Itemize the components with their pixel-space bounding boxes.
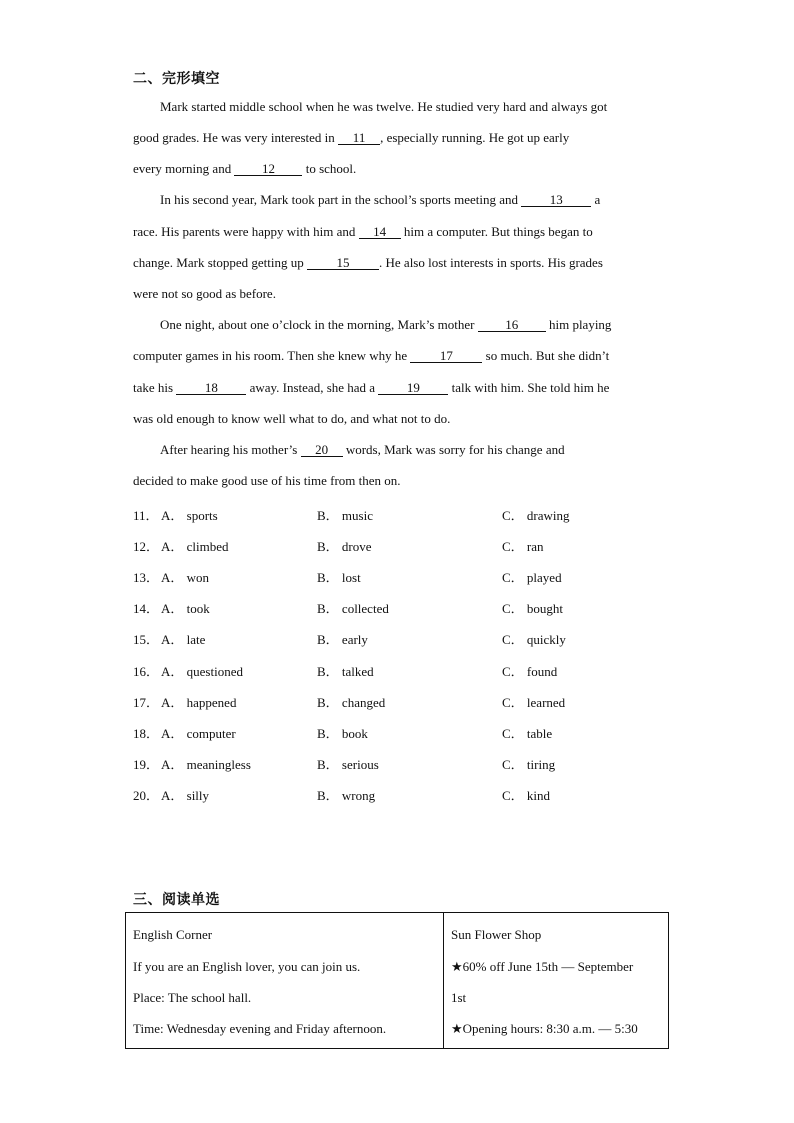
passage-line: Mark started middle school when he was twelve. He studied very hard and always got (160, 99, 608, 114)
question-18-options (133, 723, 693, 741)
passage-text: away. Instead, she had a (246, 380, 379, 395)
passage-line (160, 192, 600, 208)
option-c[interactable]: C． played (502, 570, 562, 585)
option-a[interactable]: A． meaningless (161, 757, 251, 772)
passage-text: , especially running. He got up early (380, 130, 570, 145)
option-b[interactable]: B． lost (317, 570, 361, 585)
option-a[interactable]: A． took (161, 601, 210, 616)
notice-title: English Corner (133, 927, 213, 942)
blank-14: 14 (359, 226, 401, 239)
option-c[interactable]: C． tiring (502, 757, 556, 772)
passage-text: good grades. He was very interested in (133, 130, 339, 145)
question-12-options (133, 536, 693, 554)
option-a[interactable]: A． questioned (161, 664, 243, 679)
passage-text: talk with him. She told him he (448, 380, 610, 395)
option-a[interactable]: A． climbed (161, 539, 229, 554)
notice-line: If you are an English lover, you can join us. (133, 959, 361, 974)
option-a[interactable]: A． late (161, 632, 206, 647)
passage-text: . He also lost interests in sports. His grades (379, 255, 603, 270)
question-14-options (133, 598, 693, 616)
blank-19: 19 (378, 382, 448, 395)
question-number: 11． (133, 508, 159, 523)
question-number: 19． (133, 757, 160, 772)
passage-line (160, 317, 611, 333)
option-a[interactable]: A． silly (161, 788, 210, 803)
question-number: 17． (133, 695, 160, 710)
question-19-options (133, 754, 693, 772)
english-corner-cell (126, 913, 444, 1049)
notice-place: Place: The school hall. (133, 990, 252, 1005)
question-number: 20． (133, 788, 160, 803)
passage-line (133, 224, 593, 240)
option-a[interactable]: A． computer (161, 726, 236, 741)
option-c[interactable]: C． kind (502, 788, 551, 803)
option-b[interactable]: B． book (317, 726, 368, 741)
option-c[interactable]: C． table (502, 726, 553, 741)
question-13-options (133, 567, 693, 585)
blank-11: 11 (338, 132, 380, 145)
option-b[interactable]: B． talked (317, 664, 374, 679)
passage-text: One night, about one o’clock in the morning, Mark’s mother (160, 317, 478, 332)
passage-line (133, 130, 569, 146)
option-b[interactable]: B． collected (317, 601, 389, 616)
section-title-reading: 三、阅读单选 (133, 892, 220, 908)
question-number: 16． (133, 664, 160, 679)
passage-line (133, 255, 603, 271)
question-16-options (133, 661, 693, 679)
passage-line (133, 161, 356, 177)
question-number: 12． (133, 539, 160, 554)
blank-20: 20 (301, 444, 343, 457)
option-c[interactable]: C． bought (502, 601, 564, 616)
option-a[interactable]: A． happened (161, 695, 237, 710)
option-a[interactable]: A． sports (161, 508, 218, 523)
passage-line: were not so good as before. (133, 286, 276, 301)
option-b[interactable]: B． serious (317, 757, 379, 772)
notice-time: Time: Wednesday evening and Friday afternoon. (133, 1021, 387, 1036)
section-title-cloze: 二、完形填空 (133, 71, 220, 87)
passage-text: take his (133, 380, 177, 395)
question-11-options (133, 505, 693, 523)
blank-16: 16 (478, 319, 546, 332)
question-number: 15． (133, 632, 160, 647)
passage-text: every morning and (133, 161, 235, 176)
option-c[interactable]: C． quickly (502, 632, 566, 647)
passage-line: was old enough to know well what to do, and what not to do. (133, 411, 451, 426)
question-number: 14． (133, 601, 160, 616)
option-c[interactable]: C． drawing (502, 508, 570, 523)
option-b[interactable]: B． early (317, 632, 368, 647)
passage-text: words, Mark was sorry for his change and (342, 442, 565, 457)
passage-text: change. Mark stopped getting up (133, 255, 308, 270)
blank-13: 13 (521, 194, 591, 207)
option-c[interactable]: C． ran (502, 539, 544, 554)
question-15-options (133, 629, 693, 647)
passage-line: decided to make good use of his time from then on. (133, 473, 401, 488)
passage-text: him playing (545, 317, 612, 332)
shop-discount: ★60% off June 15th — September (451, 959, 634, 974)
option-b[interactable]: B． changed (317, 695, 386, 710)
question-20-options (133, 785, 693, 803)
option-b[interactable]: B． music (317, 508, 373, 523)
passage-line (133, 348, 609, 364)
blank-15: 15 (307, 257, 379, 270)
passage-text: In his second year, Mark took part in the school’s sports meeting and (160, 192, 522, 207)
shop-title: Sun Flower Shop (451, 927, 542, 942)
shop-discount-cont: 1st (451, 990, 467, 1005)
option-b[interactable]: B． wrong (317, 788, 376, 803)
notice-table (125, 912, 669, 1049)
passage-text: him a computer. But things began to (400, 224, 593, 239)
passage-text: a (591, 192, 601, 207)
option-b[interactable]: B． drove (317, 539, 372, 554)
passage-text: race. His parents were happy with him and (133, 224, 359, 239)
option-a[interactable]: A． won (161, 570, 210, 585)
passage-text: to school. (302, 161, 357, 176)
passage-text: After hearing his mother’s (160, 442, 301, 457)
blank-18: 18 (176, 382, 246, 395)
option-c[interactable]: C． found (502, 664, 558, 679)
blank-12: 12 (234, 163, 302, 176)
question-17-options (133, 692, 693, 710)
blank-17: 17 (410, 350, 482, 363)
passage-text: computer games in his room. Then she knew why he (133, 348, 411, 363)
question-number: 13． (133, 570, 160, 585)
option-c[interactable]: C． learned (502, 695, 566, 710)
shop-hours: ★Opening hours: 8:30 a.m. — 5:30 (451, 1021, 638, 1036)
passage-line (133, 380, 609, 396)
question-number: 18． (133, 726, 160, 741)
sun-flower-shop-cell (444, 913, 669, 1049)
passage-text: so much. But she didn’t (482, 348, 610, 363)
passage-line (160, 442, 565, 458)
